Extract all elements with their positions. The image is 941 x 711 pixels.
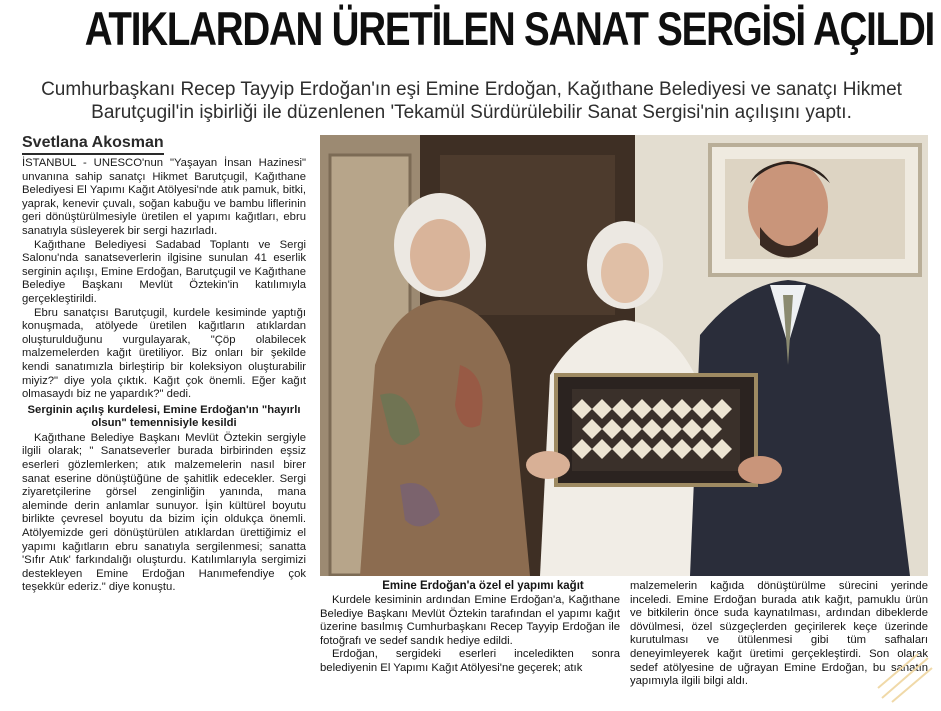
headline: ATIKLARDAN ÜRETİLEN SANAT SERGİSİ AÇILDI (84, 2, 935, 55)
byline: Svetlana Akosman (22, 134, 164, 155)
deck-summary: Cumhurbaşkanı Recep Tayyip Erdoğan'ın eşi Emine Erdoğan, Kağıthane Belediyesi ve sanatçı Hikmet Barutçugil'in işbirliği ile düzenlenen 'Tekamül Sürdürülebilir Sanat Sergisi'nin açılışını yaptı. (41, 79, 902, 123)
news-photo (320, 135, 928, 576)
paragraph: İSTANBUL - UNESCO'nun "Yaşayan İnsan Hazinesi" unvanına sahip sanatçı Hikmet Barutçugil, Kağıthane Belediyesi El Yapımı Kağıt Atölyesi'nde atık pamuk, bitki, yaprak, kenevir çuvalı, soğan kabuğu ve bambu liflerinin geri dönüştürülmesiyle üretilen el yapımı kağıtları, ebru sanatıyla süsleyerek bir sergi hazırladı. (22, 157, 306, 237)
watermark-icon (872, 648, 938, 706)
caption-heading: Emine Erdoğan'a özel el yapımı kağıt (382, 580, 584, 592)
paragraph: malzemelerin kağıda dönüştürülme sürecini yerinde inceledi. Emine Erdoğan burada atık kağıt, pamuklu ürün ve bitkilerin önce suda kaynatılması, ardından dibeklerde dövülmesi, özel süzgeçlerden geçirilerek keçe üzerinde kurutulması ve ütülenmesi gibi tüm safhaları deneyimleyerek kağıt üretimi gerçekleştirdi. Son olarak sedef atölyesine de uğrayan Emine Erdoğan, bu sanatın yapımıyla ilgili bilgi aldı. (630, 580, 928, 688)
paragraph: Erdoğan, sergideki eserleri inceledikten sonra belediyenin El Yapımı Kağıt Atölyesi'ne geçerek; atık (320, 648, 620, 674)
left-column (22, 157, 306, 595)
photo-illustration (320, 135, 928, 576)
middle-column (320, 594, 620, 676)
paragraph: Kurdele kesiminin ardından Emine Erdoğan'a, Kağıthane Belediye Başkanı Mevlüt Öztekin tarafından el yapımı kağıt üzerine basılmış Cumhurbaşkanı Recep Tayyip Erdoğan ile fotoğrafı ve sedef sandık hediye edildi. (320, 594, 620, 647)
subhead: Serginin açılış kurdelesi, Emine Erdoğan'ın "hayırlı olsun" temennisiyle kesildi (27, 403, 301, 430)
paragraph: Kağıthane Belediyesi Sadabad Toplantı ve Sergi Salonu'nda sanatseverlerin ilgisine sunulan 41 eserlik serginin açılışı, Emine Erdoğan, Barutçugil ve Kağıthane Belediye Başkanı Mevlüt Öztekin'in katılımıyla gerçekleştirildi. (22, 238, 306, 305)
paragraph: Kağıthane Belediye Başkanı Mevlüt Öztekin sergiyle ilgili olarak; " Sanatseverler burada birbirinden eşsiz eserleri gözlemlerken; atık malzemelerin nasıl birer sanat eserine dönüştüğüne de şahitlik edecekler. Sergi ziyaretçilerine görsel zenginliğin yanında, mana aleminde derin anlamlar sunuyor. İşin kültürel boyutu birlikte çevresel boyutu da bizim için oldukça önemli. Atölyemizde geri dönüştürülen atıklardan ürettiğimiz el yapımı kağıtların ebru sanatıyla sergilenmesi; sanatta 'Sıfır Atık' farkındalığı oluşturdu. Katılımlarıyla sergimizi destekleyen Emine Erdoğan Hanımefendiye çok teşekkür ederiz." diye konuştu. (22, 431, 306, 594)
paragraph: Ebru sanatçısı Barutçugil, kurdele kesiminde yaptığı konuşmada, atölyede üretilen kağıtların atıklardan oluşturulduğunu vurgulayarak, "Çöp olabilecek malzemelerden kağıt üretiliyor. Biz onları bir şekilde kendi sanatımızla birleştirip bir koleksiyon oluşturabilir miyiz?" diye yola çıktık. Kağıt çok önemli. Eğer kağıt olmasaydı biz ne yapardık?" dedi. (22, 306, 306, 401)
